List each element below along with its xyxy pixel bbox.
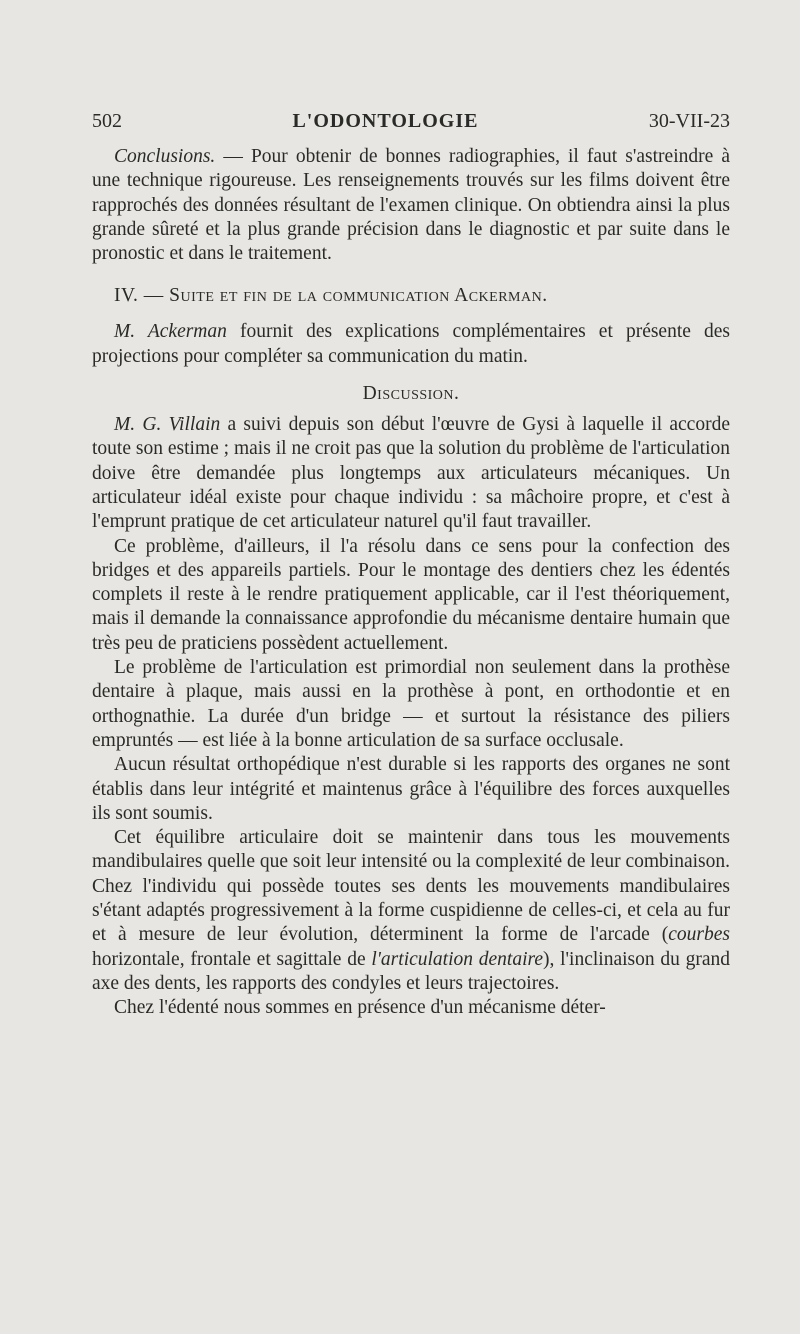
section-iv-heading: IV. — Suite et fin de la communication Ackerman. xyxy=(114,285,548,307)
conclusions-label: Conclusions. xyxy=(114,146,216,167)
ackerman-paragraph xyxy=(92,320,730,369)
paragraph-equilibrium xyxy=(92,826,730,996)
journal-title: L'ODONTOLOGIE xyxy=(292,110,479,132)
paragraph-equilibrium-part-c: ), l'inclinaison du grand axe des dents, les rapports des condyles et leurs trajectoires. xyxy=(92,948,730,994)
issue-date: 30-VII-23 xyxy=(648,110,730,132)
page-header xyxy=(92,110,730,133)
paragraph-edente: Chez l'édenté nous sommes en présence d'un mécanisme déter- xyxy=(114,997,606,1019)
paragraph-equilibrium-italic-articulation: l'articulation dentaire xyxy=(371,948,544,970)
villain-text: a suivi depuis son début l'œuvre de Gysi à laquelle il accorde toute son estime ; mais il ne croit pas que la solution du problème de l'articulation doive être demandée plus longtemps aux articulateurs mécaniques. Un articulateur idéal existe pour chaque individu : sa mâchoire propre, et c'est à l'emprunt pratique de cet articulateur naturel qu'il faut travailler. xyxy=(92,414,730,533)
paragraph-equilibrium-italic-courbes: courbes xyxy=(668,924,730,946)
paragraph-equilibrium-part-a: Cet équilibre articulaire doit se maintenir dans tous les mouvements mandibulaires quelle que soit leur intensité ou la complexité de leur combinaison. Chez l'individu qui possède toutes ses dents les mouvements mandibulaires s'étant adaptés progressivement à la forme cuspidienne de celles-ci, et cela au fur et à mesure de leur évolution, déterminent la forme de l'arcade ( xyxy=(92,827,730,946)
ackerman-name: M. Ackerman xyxy=(114,321,227,343)
discussion-heading: Discussion. xyxy=(362,383,460,405)
page-number: 502 xyxy=(92,110,122,132)
villain-paragraph xyxy=(92,413,730,534)
paragraph-orthopedic: Aucun résultat orthopédique n'est durable si les rapports des organes ne sont établis dans leur intégrité et maintenus grâce à l'équilibre des forces auxquelles ils sont soumis. xyxy=(92,754,730,824)
paragraph-articulation: Le problème de l'articulation est primordial non seulement dans la prothèse dentaire à plaque, mais aussi en la prothèse à pont, en orthodontie et en orthognathie. La durée d'un bridge — et surtout la résistance des piliers empruntés — est liée à la bonne articulation de sa surface occlusale. xyxy=(92,657,730,751)
ackerman-text: fournit des explications complémentaires et présente des projections pour compléter sa communication du matin. xyxy=(92,321,730,367)
villain-name: M. G. Villain xyxy=(114,414,221,436)
paragraph-equilibrium-part-b: horizontale, frontale et sagittale de xyxy=(92,948,372,970)
conclusions-paragraph xyxy=(92,145,730,266)
paragraph-bridges: Ce problème, d'ailleurs, il l'a résolu dans ce sens pour la confection des bridges et des appareils partiels. Pour le montage des dentiers chez les édentés complets il reste à le rendre pratiquement applicable, car il l'est théoriquement, mais il demande la connaissance approfondie du mécanisme dentaire humain que très peu de praticiens possèdent actuellement. xyxy=(92,535,730,654)
conclusions-text: — Pour obtenir de bonnes radiographies, il faut s'astreindre à une technique rigoureuse. Les renseignements trouvés sur les films doivent être rapprochés des données résultant de l'examen clinique. On obtiendra ainsi la plus grande sûreté et la plus grande précision dans le diagnostic et par suite dans le pronostic et dans le traitement. xyxy=(92,146,730,265)
